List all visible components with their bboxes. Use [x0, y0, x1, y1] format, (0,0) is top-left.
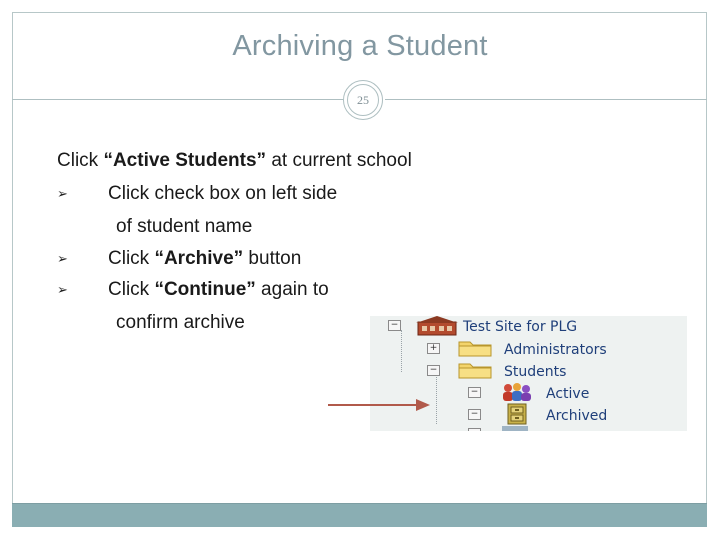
- step-2-prefix: Click: [108, 248, 155, 269]
- tree-connector: [401, 330, 402, 372]
- pointer-arrow-head-icon: [416, 399, 430, 411]
- step-2-bold: “Archive”: [154, 248, 244, 269]
- page-number-badge: [343, 80, 383, 120]
- tree-connector: [436, 374, 437, 424]
- bullet-arrow-icon: ➢: [57, 282, 68, 297]
- student-group-icon: [500, 382, 532, 402]
- bullet-arrow-icon: ➢: [57, 251, 68, 266]
- tree-item-administrators[interactable]: Administrators: [504, 342, 607, 358]
- step-2: [108, 248, 301, 270]
- tree-screenshot: [370, 316, 687, 431]
- tree-item-active[interactable]: Active: [546, 386, 590, 402]
- bullet-arrow-icon: ➢: [57, 186, 68, 201]
- step-1-line-2: of student name: [116, 216, 253, 237]
- filing-cabinet-icon: [506, 403, 528, 425]
- step-2-suffix: button: [243, 248, 302, 269]
- instruction-main-bold: “Active Students”: [103, 150, 267, 171]
- school-building-icon: [416, 316, 458, 336]
- archived-toggle[interactable]: −: [468, 409, 481, 420]
- tree-item-archived[interactable]: Archived: [546, 408, 608, 424]
- page-number: 25: [347, 84, 379, 116]
- administrators-expand-toggle[interactable]: +: [427, 343, 440, 354]
- instruction-main-prefix: Click: [57, 150, 104, 171]
- students-collapse-toggle[interactable]: −: [427, 365, 440, 376]
- instruction-main-suffix: at current school: [266, 150, 412, 171]
- tree-item-root[interactable]: Test Site for PLG: [463, 319, 578, 335]
- step-3-line-2: confirm archive: [116, 312, 245, 333]
- step-3-bold: “Continue”: [154, 279, 256, 300]
- step-1-line-1: Click check box on left side: [108, 183, 338, 204]
- step-3-line-1: [108, 279, 329, 301]
- next-item-toggle: [468, 428, 481, 431]
- tree-item-students[interactable]: Students: [504, 364, 567, 380]
- step-3-prefix: Click: [108, 279, 155, 300]
- step-3-suffix: again to: [255, 279, 329, 300]
- active-toggle[interactable]: −: [468, 387, 481, 398]
- title-rule-right: [385, 99, 707, 100]
- next-item-icon: [502, 426, 528, 431]
- pointer-arrow-line: [328, 404, 418, 406]
- folder-icon: [458, 361, 492, 379]
- folder-icon: [458, 339, 492, 357]
- slide-title: Archiving a Student: [232, 30, 488, 62]
- footer-bar: [12, 503, 707, 527]
- title-rule-left: [12, 99, 343, 100]
- root-collapse-toggle[interactable]: −: [388, 320, 401, 331]
- instruction-main: [57, 150, 412, 172]
